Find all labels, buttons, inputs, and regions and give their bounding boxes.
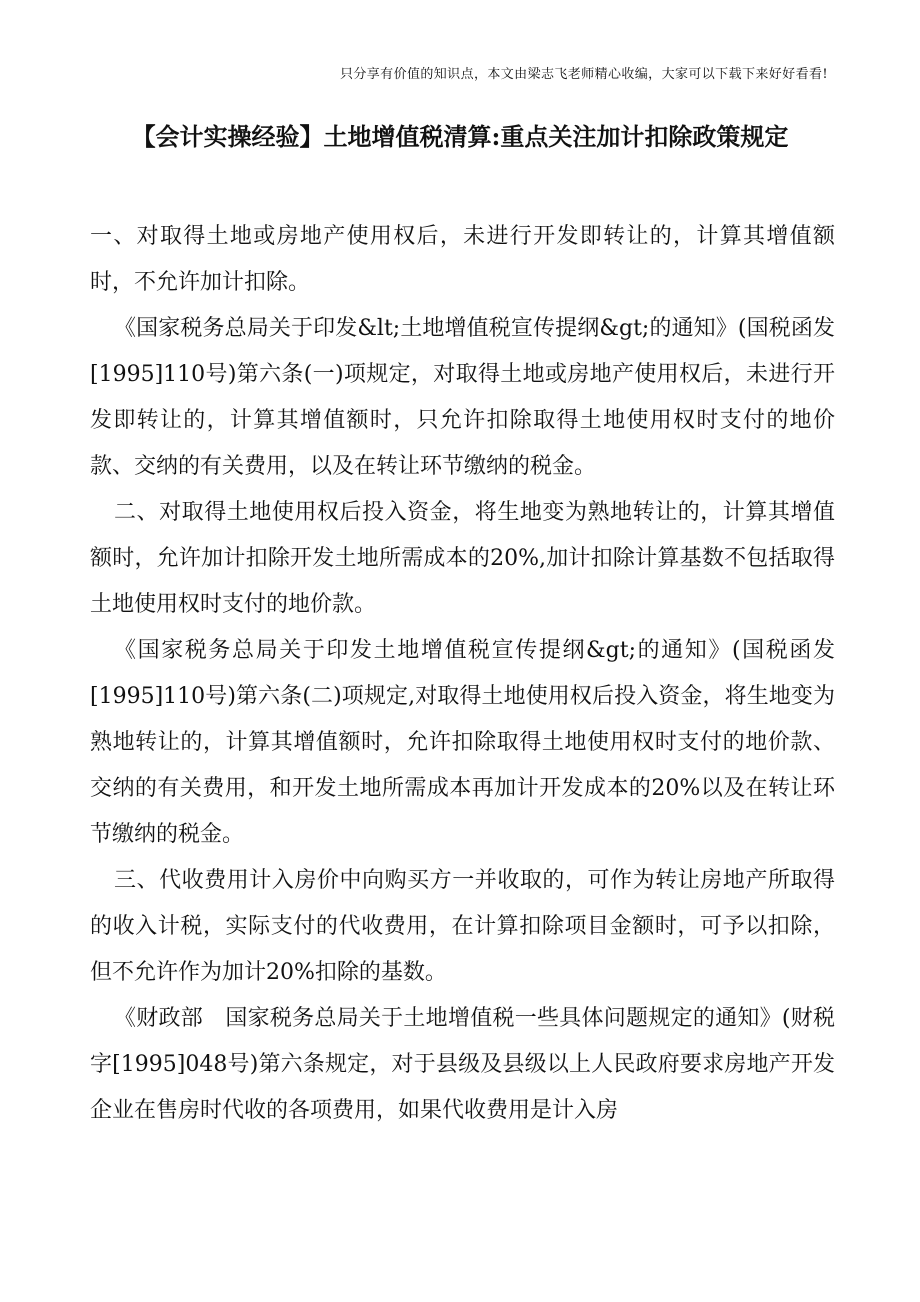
document-body <box>90 214 835 1134</box>
paragraph-5: 三、代收费用计入房价中向购买方一并收取的，可作为转让房地产所取得的收入计税，实际支付的代收费用，在计算扣除项目金额时，可予以扣除，但不允许作为加计20%扣除的基数。 <box>90 868 835 985</box>
paragraph-3: 二、对取得土地使用权后投入资金，将生地变为熟地转让的，计算其增值额时，允许加计扣除开发土地所需成本的20%,加计扣除计算基数不包括取得土地使用权时支付的地价款。 <box>90 500 835 617</box>
header-note: 只分享有价值的知识点，本文由梁志飞老师精心收编，大家可以下载下来好好看看! <box>339 67 828 82</box>
paragraph-4: 《国家税务总局关于印发土地增值税宣传提纲&gt;的通知》(国税函发[1995]110号)第六条(二)项规定,对取得土地使用权后投入资金，将生地变为熟地转让的，计算其增值额时，允许扣除取得土地使用权时支付的地价款、交纳的有关费用，和开发土地所需成本再加计开发成本的20%以及在转让环节缴纳的税金。 <box>90 638 835 847</box>
paragraph-6: 《财政部 国家税务总局关于土地增值税一些具体问题规定的通知》(财税字[1995]048号)第六条规定，对于县级及县级以上人民政府要求房地产开发企业在售房时代收的各项费用，如果代收费用是计入房 <box>90 1006 835 1123</box>
paragraph-1: 一、对取得土地或房地产使用权后，未进行开发即转让的，计算其增值额时，不允许加计扣除。 <box>90 224 835 295</box>
page-title: 【会计实操经验】土地增值税清算:重点关注加计扣除政策规定 <box>131 122 789 151</box>
paragraph-2: 《国家税务总局关于印发&lt;土地增值税宣传提纲&gt;的通知》(国税函发[1995]110号)第六条(一)项规定，对取得土地或房地产使用权后，未进行开发即转让的，计算其增值额时，只允许扣除取得土地使用权时支付的地价款、交纳的有关费用，以及在转让环节缴纳的税金。 <box>90 316 835 479</box>
